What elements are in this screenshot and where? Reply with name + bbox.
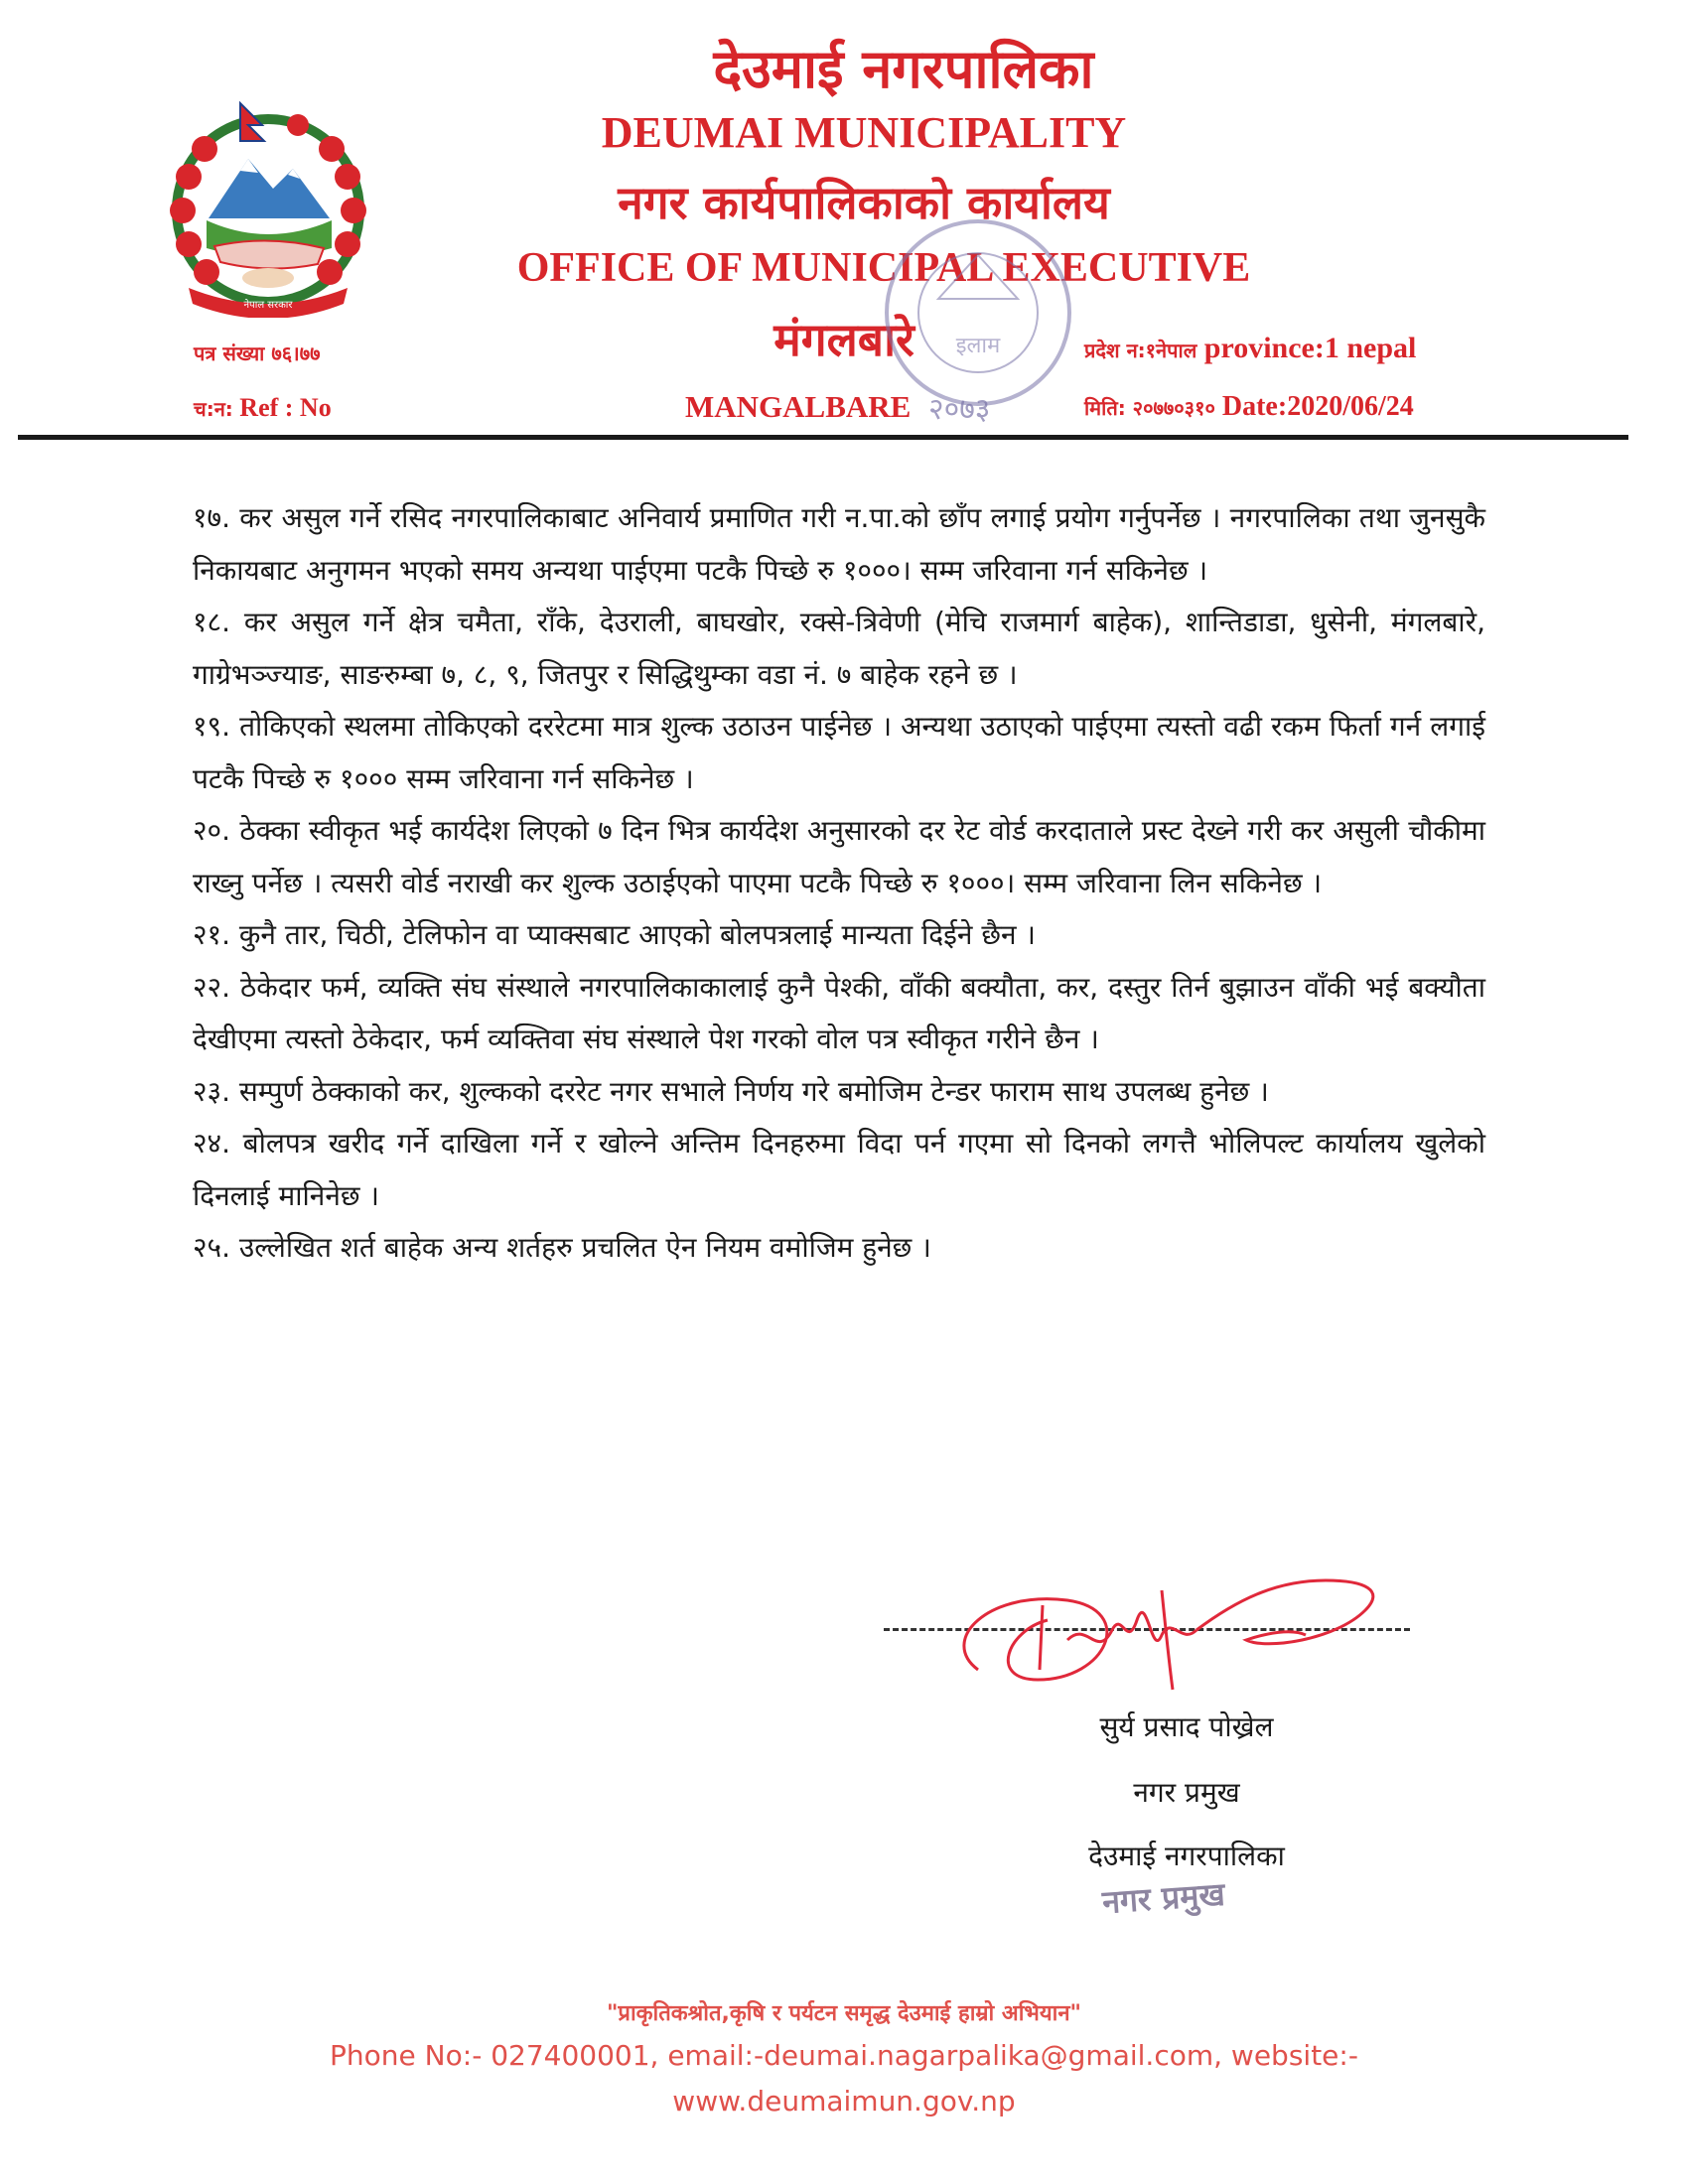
location-en: MANGALBARE — [685, 389, 912, 424]
footer-contact: Phone No:- 027400001, email:-deumai.nagarpalika@gmail.com, website:- — [330, 2039, 1358, 2072]
municipality-title-en: DEUMAI MUNICIPALITY — [601, 108, 1127, 157]
province-line — [1084, 332, 1416, 365]
date-en: Date:2020/06/24 — [1221, 391, 1414, 422]
office-title-en: OFFICE OF MUNICIPAL EXECUTIVE — [516, 245, 1251, 291]
header-divider — [18, 435, 1628, 440]
pradesh-np: प्रदेश न:१नेपाल — [1084, 339, 1197, 362]
footer-website: www.deumaimun.gov.np — [672, 2085, 1016, 2117]
letter-number: पत्र संख्या ७६।७७ — [194, 341, 321, 365]
stamp-year: २०७३ — [928, 392, 991, 427]
clause-18: १८. कर असुल गर्ने क्षेत्र चमैता, राँके, देउराली, बाघखोर, रक्से-त्रिवेणी (मेचि राजमार्ग बाहेक), शान्तिडाडा, धुसेनी, मंगलबारे, गाग्रेभञ्ज्याङ, साङरुम्बा ७, ८, ९, जितपुर र सिद्धिथुम्का वडा नं. ७ बाहेक रहने छ । — [193, 606, 1485, 691]
ref-number: Ref : No — [239, 393, 332, 422]
footer-slogan: "प्राकृतिकश्रोत,कृषि र पर्यटन समृद्ध देउमाई हाम्रो अभियान" — [606, 2001, 1082, 2026]
province-en: province:1 nepal — [1203, 332, 1417, 364]
stamp-place: इलाम — [955, 334, 1001, 358]
mayor-seal-stamp: नगर प्रमुख — [1100, 1874, 1226, 1922]
clause-19: १९. तोकिएको स्थलमा तोकिएको दररेटमा मात्र शुल्क उठाउन पाईनेछ । अन्यथा उठाएको पाईएमा त्यस्तो वढी रकम फिर्ता गर्न लगाई पटकै पिच्छे रु १००० सम्म जरिवाना गर्न सकिनेछ । — [193, 710, 1485, 795]
chana-label: च:न: — [194, 397, 233, 421]
reference-line — [194, 393, 332, 423]
signatory-name: सुर्य प्रसाद पोख्रेल — [1099, 1710, 1274, 1743]
office-title-np: नगर कार्यपालिकाको कार्यालय — [618, 176, 1110, 229]
signatory-title: नगर प्रमुख — [1133, 1776, 1240, 1809]
clause-25: २५. उल्लेखित शर्त बाहेक अन्य शर्तहरु प्रचलित ऐन नियम वमोजिम हुनेछ । — [193, 1231, 931, 1264]
municipality-title-np: देउमाई नगरपालिका — [713, 38, 1094, 100]
miti-np: मिति: २०७७०३१० — [1084, 396, 1215, 420]
date-line — [1084, 391, 1414, 423]
clause-23: २३. सम्पुर्ण ठेक्काको कर, शुल्कको दररेट नगर सभाले निर्णय गरे बमोजिम टेन्डर फाराम साथ उपलब्ध हुनेछ । — [193, 1074, 1269, 1108]
signatory-organization: देउमाई नगरपालिका — [1088, 1840, 1285, 1872]
location-np: मंगलबारे — [774, 313, 914, 366]
clause-20: २०. ठेक्का स्वीकृत भई कार्यदेश लिएको ७ दिन भित्र कार्यदेश अनुसारको दर रेट वोर्ड करदाताले प्रस्ट देख्ने गरी कर असुली चौकीमा राख्नु पर्नेछ । त्यसरी वोर्ड नराखी कर शुल्क उठाईएको पाएमा पटकै पिच्छे रु १०००। सम्म जरिवाना लिन सकिनेछ । — [193, 814, 1485, 899]
terms-body — [193, 492, 1485, 1275]
clause-22: २२. ठेकेदार फर्म, व्यक्ति संघ संस्थाले नगरपालिकाकालाई कुनै पेश्की, वाँकी बक्यौता, कर, दस्तुर तिर्न बुझाउन वाँकी भई बक्यौता देखीएमा त्यस्तो ठेकेदार, फर्म व्यक्तिवा संघ संस्थाले पेश गरको वोल पत्र स्वीकृत गरीने छैन । — [193, 970, 1485, 1055]
clause-17: १७. कर असुल गर्ने रसिद नगरपालिकाबाट अनिवार्य प्रमाणित गरी न.पा.को छाँप लगाई प्रयोग गर्नुपर्नेछ । नगरपालिका तथा जुनसुकै निकायबाट अनुगमन भएको समय अन्यथा पाईएमा पटकै पिच्छे रु १०००। सम्म जरिवाना गर्न सकिनेछ । — [193, 501, 1485, 587]
clause-24: २४. बोलपत्र खरीद गर्ने दाखिला गर्ने र खोल्ने अन्तिम दिनहरुमा विदा पर्न गएमा सो दिनको लगत्तै भोलिपल्ट कार्यालय खुलेको दिनलाई मानिनेछ । — [193, 1127, 1485, 1212]
clause-21: २१. कुनै तार, चिठी, टेलिफोन वा प्याक्सबाट आएको बोलपत्रलाई मान्यता दिईने छैन । — [193, 918, 1037, 951]
handwritten-signature — [948, 1561, 1425, 1709]
emblem-caption: नेपाल सरकार — [243, 300, 293, 311]
